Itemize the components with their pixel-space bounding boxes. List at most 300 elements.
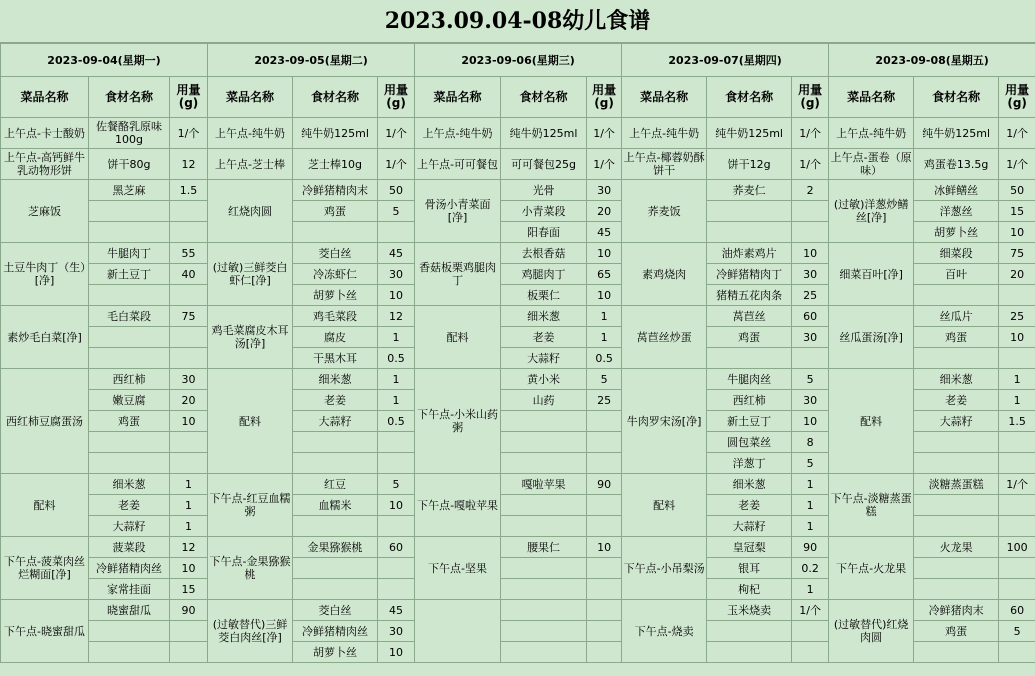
amount-cell: 25 [999, 306, 1035, 327]
column-header-amount: 用量(g) [587, 77, 622, 118]
ingredient-cell: 胡萝卜丝 [914, 222, 999, 243]
amount-cell: 8 [792, 432, 829, 453]
ingredient-cell [914, 432, 999, 453]
amount-cell: 50 [999, 180, 1035, 201]
dish-name: 红烧肉圆 [208, 180, 293, 243]
ingredient-cell: 金果猕猴桃 [293, 537, 378, 558]
amount-cell: 10 [587, 285, 622, 306]
amount-cell: 30 [587, 180, 622, 201]
amount-cell: 20 [587, 201, 622, 222]
dish-name: 芝麻饭 [1, 180, 89, 243]
amount-cell: 1/个 [170, 118, 208, 149]
ingredient-cell [914, 579, 999, 600]
ingredient-cell: 老姜 [501, 327, 587, 348]
dish-name [415, 600, 501, 663]
ingredient-cell: 鸡蛋卷13.5g [914, 149, 999, 180]
ingredient-cell [501, 642, 587, 663]
ingredient-cell [89, 432, 170, 453]
ingredient-cell [707, 621, 792, 642]
column-header-amount: 用量(g) [999, 77, 1035, 118]
amount-cell: 2 [792, 180, 829, 201]
column-header-dish: 菜品名称 [829, 77, 914, 118]
dish-name: 配料 [415, 306, 501, 369]
amount-cell: 10 [792, 243, 829, 264]
ingredient-cell [707, 348, 792, 369]
ingredient-cell: 大蒜籽 [293, 411, 378, 432]
ingredient-cell [89, 621, 170, 642]
amount-cell: 0.5 [378, 411, 415, 432]
amount-cell: 90 [792, 537, 829, 558]
ingredient-cell [293, 222, 378, 243]
amount-cell: 0.5 [378, 348, 415, 369]
column-header-ingredient: 食材名称 [89, 77, 170, 118]
dish-name: 配料 [622, 474, 707, 537]
amount-cell [792, 642, 829, 663]
dish-name: 细菜百叶[净] [829, 243, 914, 306]
amount-cell [999, 495, 1035, 516]
column-header-ingredient: 食材名称 [293, 77, 378, 118]
amount-cell: 30 [170, 369, 208, 390]
ingredient-cell: 干黑木耳 [293, 348, 378, 369]
ingredient-cell: 去根香菇 [501, 243, 587, 264]
amount-cell: 1.5 [170, 180, 208, 201]
ingredient-cell: 火龙果 [914, 537, 999, 558]
ingredient-cell: 嘎啦苹果 [501, 474, 587, 495]
amount-cell [378, 579, 415, 600]
table-row [1, 474, 1035, 495]
amount-cell [587, 453, 622, 474]
ingredient-cell [501, 579, 587, 600]
column-header-dish: 菜品名称 [1, 77, 89, 118]
ingredient-cell: 老姜 [914, 390, 999, 411]
column-header-amount: 用量(g) [378, 77, 415, 118]
ingredient-cell: 丝瓜片 [914, 306, 999, 327]
amount-cell: 1/个 [792, 149, 829, 180]
amount-cell [170, 642, 208, 663]
ingredient-cell [89, 453, 170, 474]
ingredient-cell: 血糯米 [293, 495, 378, 516]
amount-cell [170, 285, 208, 306]
amount-cell: 1 [587, 327, 622, 348]
ingredient-cell [707, 222, 792, 243]
table-row [1, 306, 1035, 327]
amount-cell: 1/个 [792, 600, 829, 621]
dish-name: 下午点-晓蜜甜瓜 [1, 600, 89, 663]
dish-name: 上午点-高钙鲜牛乳动物形饼 [1, 149, 89, 180]
ingredient-cell: 饼干12g [707, 149, 792, 180]
column-header-dish: 菜品名称 [208, 77, 293, 118]
ingredient-cell: 阳春面 [501, 222, 587, 243]
dish-name: 下午点-坚果 [415, 537, 501, 600]
amount-cell: 30 [792, 264, 829, 285]
amount-cell: 10 [999, 327, 1035, 348]
dish-name: 荞麦饭 [622, 180, 707, 243]
ingredient-cell: 大蒜籽 [501, 348, 587, 369]
dish-name: 上午点-纯牛奶 [208, 118, 293, 149]
ingredient-cell [89, 201, 170, 222]
ingredient-cell [89, 327, 170, 348]
amount-cell [999, 285, 1035, 306]
amount-cell: 12 [378, 306, 415, 327]
dish-name: 鸡毛菜腐皮木耳汤[净] [208, 306, 293, 369]
amount-cell: 20 [170, 390, 208, 411]
amount-cell: 1 [378, 327, 415, 348]
ingredient-cell: 板栗仁 [501, 285, 587, 306]
amount-cell [587, 558, 622, 579]
ingredient-cell: 玉米烧卖 [707, 600, 792, 621]
ingredient-cell: 冷鲜猪精肉丝 [89, 558, 170, 579]
ingredient-cell [501, 558, 587, 579]
ingredient-cell: 小青菜段 [501, 201, 587, 222]
ingredient-cell: 老姜 [89, 495, 170, 516]
dish-name: 上午点-芝士棒 [208, 149, 293, 180]
amount-cell: 10 [378, 285, 415, 306]
ingredient-cell: 胡萝卜丝 [293, 642, 378, 663]
amount-cell: 45 [587, 222, 622, 243]
ingredient-cell [501, 432, 587, 453]
amount-cell: 45 [378, 600, 415, 621]
amount-cell: 30 [792, 327, 829, 348]
ingredient-cell: 腰果仁 [501, 537, 587, 558]
dish-name: 下午点-烧卖 [622, 600, 707, 663]
ingredient-cell: 洋葱丝 [914, 201, 999, 222]
ingredient-cell: 百叶 [914, 264, 999, 285]
dish-name: 土豆牛肉丁（生）[净] [1, 243, 89, 306]
ingredient-cell [501, 516, 587, 537]
ingredient-cell: 佐餐酪乳原味100g [89, 118, 170, 149]
ingredient-cell: 银耳 [707, 558, 792, 579]
ingredient-cell: 胡萝卜丝 [293, 285, 378, 306]
amount-cell [792, 222, 829, 243]
amount-cell [170, 201, 208, 222]
ingredient-cell: 菠菜段 [89, 537, 170, 558]
dish-name: 西红柿豆腐蛋汤 [1, 369, 89, 474]
ingredient-cell: 鸡蛋 [293, 201, 378, 222]
amount-cell: 1 [999, 390, 1035, 411]
dish-name: 下午点-嘎啦苹果 [415, 474, 501, 537]
ingredient-cell: 冷鲜猪肉末 [914, 600, 999, 621]
day-date-header: 2023-09-06(星期三) [415, 44, 622, 77]
dish-name: 上午点-卡士酸奶 [1, 118, 89, 149]
amount-cell: 20 [999, 264, 1035, 285]
amount-cell: 15 [170, 579, 208, 600]
ingredient-cell [914, 642, 999, 663]
column-header-ingredient: 食材名称 [914, 77, 999, 118]
ingredient-cell: 西红柿 [89, 369, 170, 390]
ingredient-cell: 嫩豆腐 [89, 390, 170, 411]
ingredient-cell: 鸡蛋 [914, 621, 999, 642]
dish-name: (过敏替代)三鲜茭白肉丝[净] [208, 600, 293, 663]
amount-cell: 1/个 [587, 149, 622, 180]
dish-name: 下午点-菠菜肉丝烂糊面[净] [1, 537, 89, 600]
ingredient-cell [89, 642, 170, 663]
ingredient-cell: 淡糖蒸蛋糕 [914, 474, 999, 495]
ingredient-cell: 腐皮 [293, 327, 378, 348]
amount-cell: 10 [378, 642, 415, 663]
ingredient-cell: 冰鲜鳝丝 [914, 180, 999, 201]
dish-name: (过敏)洋葱炒鳝丝[净] [829, 180, 914, 243]
amount-cell: 1 [587, 306, 622, 327]
ingredient-cell [707, 201, 792, 222]
amount-cell: 5 [378, 201, 415, 222]
dish-name: 下午点-火龙果 [829, 537, 914, 600]
day-date-header: 2023-09-04(星期一) [1, 44, 208, 77]
ingredient-cell: 细米葱 [707, 474, 792, 495]
ingredient-cell: 牛腿肉丝 [707, 369, 792, 390]
amount-cell [170, 432, 208, 453]
amount-cell [587, 411, 622, 432]
ingredient-cell: 纯牛奶125ml [293, 118, 378, 149]
amount-cell: 1 [792, 474, 829, 495]
ingredient-cell: 家常挂面 [89, 579, 170, 600]
ingredient-cell [914, 516, 999, 537]
ingredient-cell: 圆包菜丝 [707, 432, 792, 453]
amount-cell: 45 [378, 243, 415, 264]
amount-cell: 40 [170, 264, 208, 285]
ingredient-cell [501, 600, 587, 621]
amount-cell [587, 495, 622, 516]
amount-cell [999, 453, 1035, 474]
ingredient-cell: 细米葱 [914, 369, 999, 390]
column-header-ingredient: 食材名称 [707, 77, 792, 118]
ingredient-cell: 鸡蛋 [707, 327, 792, 348]
dish-name: 配料 [829, 369, 914, 474]
ingredient-cell: 晓蜜甜瓜 [89, 600, 170, 621]
ingredient-cell [501, 495, 587, 516]
ingredient-cell: 冷鲜猪精肉丝 [293, 621, 378, 642]
ingredient-cell: 大蒜籽 [89, 516, 170, 537]
ingredient-cell: 鸡毛菜段 [293, 306, 378, 327]
amount-cell [170, 453, 208, 474]
ingredient-cell [501, 621, 587, 642]
amount-cell: 10 [170, 558, 208, 579]
amount-cell: 1 [378, 390, 415, 411]
ingredient-cell [89, 348, 170, 369]
amount-cell: 10 [999, 222, 1035, 243]
amount-cell [170, 348, 208, 369]
ingredient-cell: 芝士棒10g [293, 149, 378, 180]
ingredient-cell: 冷鲜猪精肉末 [293, 180, 378, 201]
table-row [1, 118, 1035, 149]
day-date-header: 2023-09-07(星期四) [622, 44, 829, 77]
amount-cell: 25 [792, 285, 829, 306]
ingredient-cell [89, 222, 170, 243]
ingredient-cell [293, 579, 378, 600]
amount-cell: 10 [587, 243, 622, 264]
ingredient-cell: 冷鲜猪精肉丁 [707, 264, 792, 285]
amount-cell: 1/个 [587, 118, 622, 149]
dish-name: 骨汤小青菜面[净] [415, 180, 501, 243]
amount-cell: 1 [170, 495, 208, 516]
amount-cell [378, 222, 415, 243]
amount-cell [999, 348, 1035, 369]
amount-cell: 100 [999, 537, 1035, 558]
column-header-ingredient: 食材名称 [501, 77, 587, 118]
amount-cell: 15 [999, 201, 1035, 222]
ingredient-cell: 牛腿肉丁 [89, 243, 170, 264]
ingredient-cell: 黑芝麻 [89, 180, 170, 201]
amount-cell [999, 516, 1035, 537]
amount-cell [999, 579, 1035, 600]
ingredient-cell [914, 453, 999, 474]
ingredient-cell [914, 495, 999, 516]
ingredient-cell [89, 285, 170, 306]
amount-cell [378, 558, 415, 579]
page-title: 2023.09.04-08幼儿食谱 [0, 0, 1035, 43]
amount-cell: 1/个 [999, 474, 1035, 495]
dish-name: 下午点-小吊梨汤 [622, 537, 707, 600]
amount-cell [378, 453, 415, 474]
day-date-header: 2023-09-05(星期二) [208, 44, 415, 77]
ingredient-cell: 冷冻虾仁 [293, 264, 378, 285]
amount-cell: 1/个 [378, 118, 415, 149]
ingredient-cell: 鸡蛋 [914, 327, 999, 348]
amount-cell: 5 [378, 474, 415, 495]
ingredient-cell: 纯牛奶125ml [914, 118, 999, 149]
table-row [1, 600, 1035, 621]
amount-cell: 5 [792, 369, 829, 390]
ingredient-cell [501, 411, 587, 432]
ingredient-cell: 大蒜籽 [914, 411, 999, 432]
amount-cell: 12 [170, 149, 208, 180]
dish-name: 上午点-椰蓉奶酥饼干 [622, 149, 707, 180]
ingredient-cell: 大蒜籽 [707, 516, 792, 537]
amount-cell [792, 348, 829, 369]
amount-cell: 1/个 [378, 149, 415, 180]
amount-cell: 1 [170, 516, 208, 537]
dish-name: 配料 [1, 474, 89, 537]
ingredient-cell: 鸡蛋 [89, 411, 170, 432]
ingredient-cell: 黄小米 [501, 369, 587, 390]
amount-cell: 75 [999, 243, 1035, 264]
dish-name: 下午点-金果猕猴桃 [208, 537, 293, 600]
amount-cell [999, 558, 1035, 579]
ingredient-cell: 西红柿 [707, 390, 792, 411]
ingredient-cell: 新土豆丁 [707, 411, 792, 432]
ingredient-cell: 猪精五花肉条 [707, 285, 792, 306]
ingredient-cell [293, 516, 378, 537]
ingredient-cell: 茭白丝 [293, 243, 378, 264]
ingredient-cell [293, 558, 378, 579]
amount-cell [170, 222, 208, 243]
table-row [1, 243, 1035, 264]
column-header-dish: 菜品名称 [415, 77, 501, 118]
amount-cell: 90 [170, 600, 208, 621]
column-header-dish: 菜品名称 [622, 77, 707, 118]
ingredient-cell [501, 453, 587, 474]
amount-cell: 1 [792, 495, 829, 516]
amount-cell: 10 [587, 537, 622, 558]
amount-cell [792, 201, 829, 222]
amount-cell: 1 [170, 474, 208, 495]
dish-name: 上午点-可可餐包 [415, 149, 501, 180]
dish-name: (过敏)三鲜茭白虾仁[净] [208, 243, 293, 306]
amount-cell: 65 [587, 264, 622, 285]
amount-cell [587, 516, 622, 537]
ingredient-cell: 荞麦仁 [707, 180, 792, 201]
amount-cell: 25 [587, 390, 622, 411]
dish-name: 下午点-淡糖蒸蛋糕 [829, 474, 914, 537]
ingredient-cell [914, 558, 999, 579]
ingredient-cell [707, 642, 792, 663]
ingredient-cell: 光骨 [501, 180, 587, 201]
ingredient-cell: 鸡腿肉丁 [501, 264, 587, 285]
amount-cell: 1 [792, 516, 829, 537]
amount-cell: 10 [170, 411, 208, 432]
dish-name: (过敏替代)红烧肉圆 [829, 600, 914, 663]
dish-name: 配料 [208, 369, 293, 474]
ingredient-cell: 老姜 [293, 390, 378, 411]
ingredient-cell [293, 453, 378, 474]
amount-cell [170, 327, 208, 348]
amount-cell: 5 [999, 621, 1035, 642]
amount-cell: 30 [378, 264, 415, 285]
dish-name: 丝瓜蛋汤[净] [829, 306, 914, 369]
dish-name: 下午点-红豆血糯粥 [208, 474, 293, 537]
amount-cell [378, 516, 415, 537]
amount-cell [999, 432, 1035, 453]
ingredient-cell: 老姜 [707, 495, 792, 516]
amount-cell: 12 [170, 537, 208, 558]
amount-cell [378, 432, 415, 453]
table-row [1, 149, 1035, 180]
amount-cell: 1 [792, 579, 829, 600]
amount-cell: 1/个 [999, 118, 1035, 149]
column-header-amount: 用量(g) [792, 77, 829, 118]
amount-cell: 1/个 [999, 149, 1035, 180]
amount-cell: 10 [792, 411, 829, 432]
dish-name: 上午点-纯牛奶 [622, 118, 707, 149]
amount-cell [792, 621, 829, 642]
amount-cell: 5 [792, 453, 829, 474]
ingredient-cell: 纯牛奶125ml [707, 118, 792, 149]
ingredient-cell: 细米葱 [89, 474, 170, 495]
amount-cell: 90 [587, 474, 622, 495]
amount-cell: 60 [999, 600, 1035, 621]
ingredient-cell: 可可餐包25g [501, 149, 587, 180]
ingredient-cell [914, 285, 999, 306]
amount-cell: 5 [587, 369, 622, 390]
amount-cell [587, 432, 622, 453]
ingredient-cell [914, 348, 999, 369]
amount-cell: 60 [378, 537, 415, 558]
amount-cell: 60 [792, 306, 829, 327]
amount-cell [587, 579, 622, 600]
ingredient-cell: 洋葱丁 [707, 453, 792, 474]
ingredient-cell: 枸杞 [707, 579, 792, 600]
dish-name: 牛肉罗宋汤[净] [622, 369, 707, 474]
ingredient-cell: 细米葱 [293, 369, 378, 390]
column-header-amount: 用量(g) [170, 77, 208, 118]
dish-name: 上午点-纯牛奶 [829, 118, 914, 149]
ingredient-cell: 细菜段 [914, 243, 999, 264]
amount-cell: 1 [999, 369, 1035, 390]
ingredient-cell: 毛白菜段 [89, 306, 170, 327]
ingredient-cell: 纯牛奶125ml [501, 118, 587, 149]
ingredient-cell: 油炸素鸡片 [707, 243, 792, 264]
amount-cell: 0.5 [587, 348, 622, 369]
ingredient-cell: 新土豆丁 [89, 264, 170, 285]
amount-cell: 75 [170, 306, 208, 327]
amount-cell: 0.2 [792, 558, 829, 579]
dish-name: 上午点-蛋卷（原味） [829, 149, 914, 180]
ingredient-cell: 红豆 [293, 474, 378, 495]
dish-name: 素鸡烧肉 [622, 243, 707, 306]
amount-cell [587, 600, 622, 621]
amount-cell: 1.5 [999, 411, 1035, 432]
dish-name: 上午点-纯牛奶 [415, 118, 501, 149]
amount-cell [999, 642, 1035, 663]
